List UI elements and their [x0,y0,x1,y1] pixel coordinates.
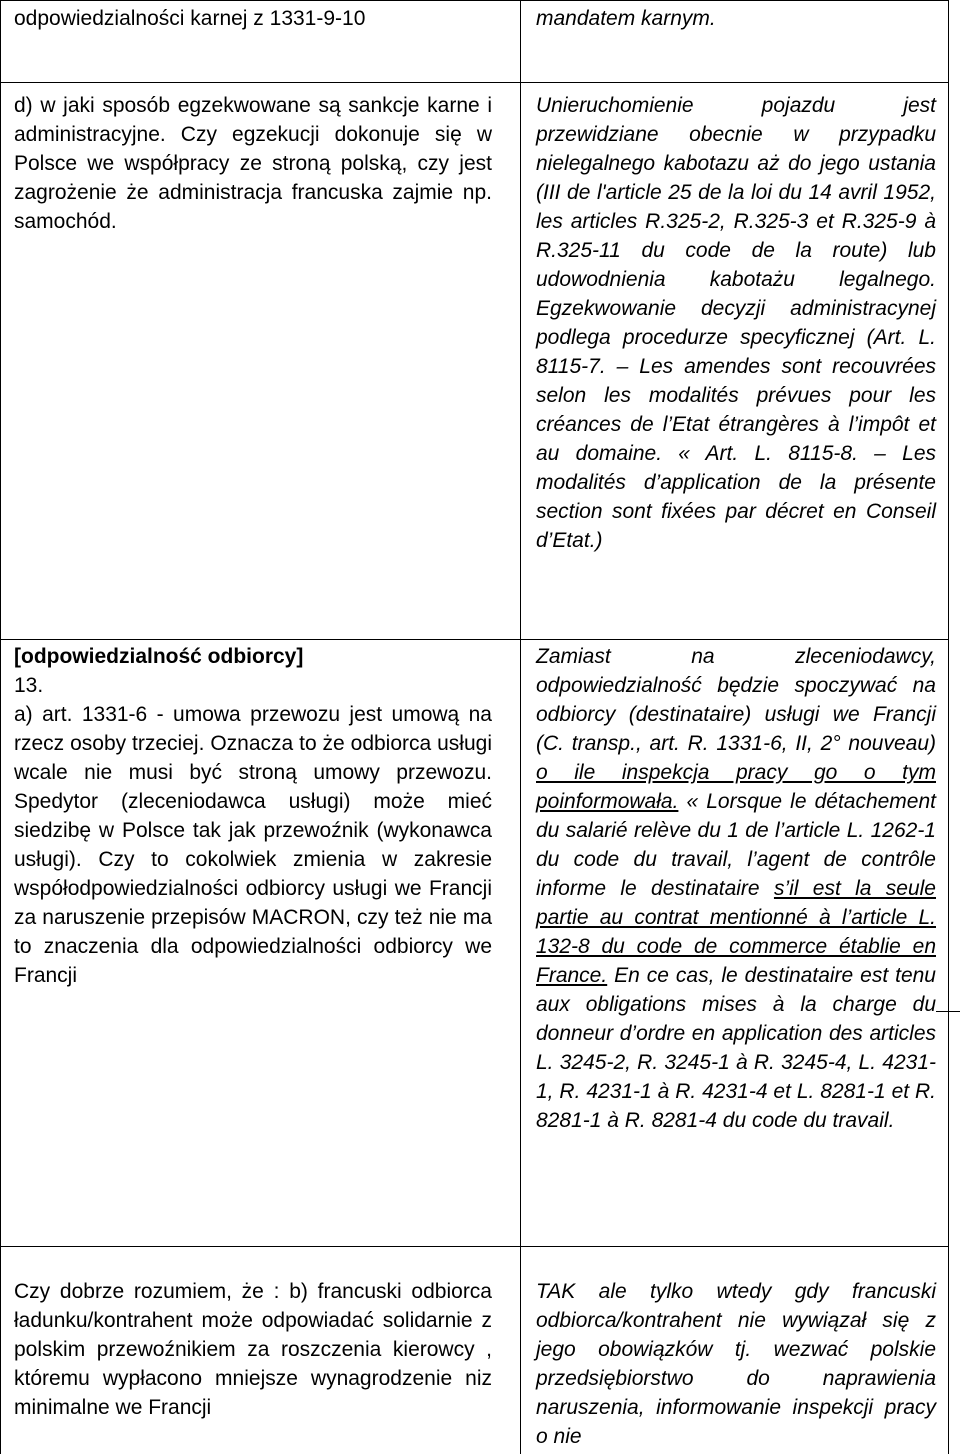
row3-left-body: a) art. 1331-6 - umowa przewozu jest umową na rzecz osoby trzeciej. Oznacza to że odbiorca usługi wcale nie musi być stroną umowy przewozu. Spedytor (zleceniodawca usługi) może mieć siedzibę w Polsce tak jak przewoźnik (wykonawca usługi). Czy to cokolwiek zmienia w zakresie współodpowiedzialności odbiorcy usługi we Francji za naruszenie przepisów MACRON, czy też nie ma to znaczenia dla odpowiedzialności odbiorcy we Francji [14,703,492,987]
row2-left-cell [14,91,492,236]
row1-right-text: mandatem karnym. [536,7,716,30]
row4-right-cell [536,1277,936,1451]
row3-right-part2: o ile inspekcja pracy go o tym poinformowała. [536,761,936,813]
row4-right-text: TAK ale tylko wtedy gdy francuski odbiorca/kontrahent nie wywiązał się z jego obowiązków tj. wezwać polskie przedsiębiorstwo do naprawienia naruszenia, informowanie inspekcji pracy o nie [536,1280,936,1448]
row3-right-text [536,642,936,1135]
row3-left-cell [14,642,492,990]
table-border-top [0,0,949,1]
row3-right-part3: « Lorsque le détachement du salarié relève du 1 de l’article L. 1262-1 du code du travail, l’agent de contrôle informe le destinataire [536,790,936,900]
row4-left-text: Czy dobrze rozumiem, że : b) francuski odbiorca ładunku/kontrahent może odpowiadać solidarnie z polskim przewoźnikiem za roszczenia kierowcy , któremu wypłacono mniejsze wynagrodzenie niz minimalne we Francji [14,1280,492,1419]
table-border-middle [520,0,521,1454]
row1-left-cell [14,4,492,33]
row1-left-text: odpowiedzialności karnej z 1331-9-10 [14,7,366,30]
row3-left-number: 13. [14,674,44,697]
row-divider-2 [0,639,949,640]
row3-left-heading: [odpowiedzialność odbiorcy] [14,645,304,668]
table-border-right [948,0,949,1454]
row2-right-cell [536,91,936,555]
row3-right-part5: En ce cas, le destinataire est tenu aux obligations mises à la charge du donneur d’ordre en application des articles L. 3245-2, R. 3245-1 à R. 3245-4, L. 4231-1, R. 4231-1 à R. 4231-4 et L. 8281-1 et R. 8281-1 à R. 8281-4 du code du travail. [536,964,936,1132]
row2-left-text: d) w jaki sposób egzekwowane są sankcje karne i administracyjne. Czy egzekucji dokonuje się w Polsce we współpracy ze stroną polską, czy jest zagrożenie że administracja francuska zajmie np. samochód. [14,94,492,233]
row-divider-1 [0,82,949,83]
row3-right-cell [536,642,936,1135]
row-divider-3 [0,1246,949,1247]
row4-left-cell [14,1277,492,1422]
row3-right-part1: Zamiast na zleceniodawcy, odpowiedzialność będzie spoczywać na odbiorcy (destinataire) usługi we Francji (C. transp., art. R. 1331-6, II, 2° nouveau) [536,645,936,755]
table-border-left [0,0,1,1454]
row1-right-cell [536,4,936,33]
right-edge-tick [936,1011,960,1012]
row2-right-text: Unieruchomienie pojazdu jest przewidziane obecnie w przypadku nielegalnego kabotazu aż do jego ustania (III de l'article 25 de la loi du 14 avril 1952, les articles R.325-2, R.325-3 et R.325-9 à R.325-11 du code de la route) lub udowodnienia kabotażu legalnego. Egzekwowanie decyzji administracynej podlega procedurze specyficznej (Art. L. 8115-7. – Les amendes sont recouvrées selon les modalités prévues pour les créances de l’Etat étrangères à l’impôt et au domaine. « Art. L. 8115-8. – Les modalités d’application de la présente section sont fixées par décret en Conseil d’Etat.) [536,94,936,552]
row3-right-part4: s’il est la seule partie au contrat mentionné à l’article L. 132-8 du code de commerce établie en France. [536,877,936,987]
